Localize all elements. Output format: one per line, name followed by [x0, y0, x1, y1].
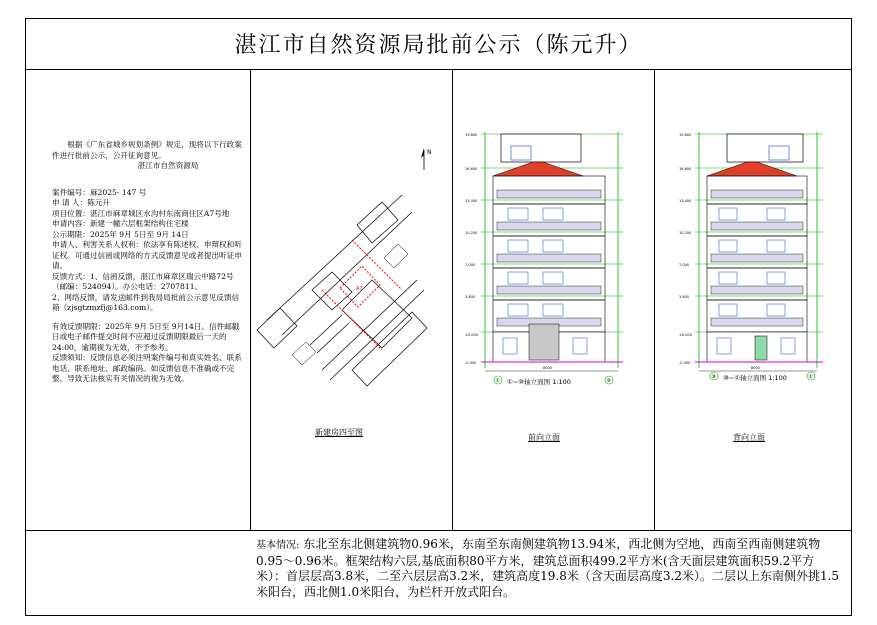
svg-text:19.800: 19.800: [679, 133, 692, 137]
front-axis-right: ⑩: [606, 378, 611, 384]
svg-text:-0.300: -0.300: [465, 361, 477, 365]
north-arrow: [421, 148, 432, 170]
front-caption: 前向立面: [528, 433, 560, 442]
basic-info-text: 东北至东北侧建筑物0.96米，东南至东南侧建筑物13.94米，西北侧为空地，西南至西南侧建筑物0.95～0.96米。框架结构六层,基底面积80平方米，建筑总面积499.2平方米(含天面层建筑面积59.2平方米）：首层层高3.8米，二至六层层高3.2米，建筑高度19.8米（含天面层高度3.2米）。二层以上东南侧外挑1.5米阳台，西北侧1.0米阳台，为栏杆开放式阳台。: [256, 537, 840, 599]
svg-text:19.800: 19.800: [465, 133, 478, 137]
feedback-mail: 反馈方式：1、信函反馈，湛江市麻章区瑞云中路72号（邮编：524094）。办公电话：2707811。: [52, 271, 234, 291]
svg-text:7.000: 7.000: [679, 263, 690, 267]
front-axis-left: ①: [495, 378, 500, 384]
back-elevation: [677, 128, 837, 388]
divider: [452, 70, 453, 530]
svg-text:±0.000: ±0.000: [465, 333, 478, 337]
divider: [654, 70, 655, 530]
svg-text:3.800: 3.800: [465, 295, 476, 299]
valid-period: 有效反馈期限：2025年 9月 5日至 9月14日。信件邮戳日或电子邮件提交时间不应超过反馈期限最后一天的24:00，逾期视为无效，不予参考。: [52, 321, 240, 352]
svg-text:10.200: 10.200: [465, 231, 478, 235]
front-elevation: [463, 128, 633, 388]
svg-text:13.400: 13.400: [465, 199, 478, 203]
back-floors: [707, 176, 807, 332]
front-axis-title: ①~⑩轴立面图 1:100: [507, 378, 571, 386]
basic-info-label: 基本情况:: [256, 540, 300, 551]
back-axis-title: ⑩~①轴立面图 1:100: [723, 374, 787, 382]
back-axis-right: ①: [808, 374, 813, 380]
publicity-period: 公示期限：2025年 9月 5日至 9月 14日: [52, 229, 189, 239]
lot-label: A7: [356, 286, 363, 292]
back-caption: 背向立面: [733, 433, 765, 442]
svg-text:16.600: 16.600: [679, 167, 692, 171]
height-labels: [679, 133, 692, 365]
party-rights: 申请人、利害关系人权利：依法享有陈述权、申辩权和听证权。可通过信函或网络的方式反馈意见或者提出听证申请。: [52, 240, 242, 270]
notice-intro: 根据《广东省城乡规划条例》规定，现将以下行政案件进行批前公示，公开征询意见。: [52, 140, 242, 160]
applicant: 申 请 人：陈元升: [52, 198, 110, 207]
front-floors: [493, 176, 605, 332]
case-number: 案件编号：麻2025- 147 号: [52, 187, 147, 197]
divider: [25, 530, 852, 531]
svg-text:13.400: 13.400: [679, 199, 692, 203]
svg-text:16.600: 16.600: [465, 167, 478, 171]
basic-info: [256, 537, 844, 600]
svg-text:3.800: 3.800: [679, 295, 690, 299]
site-plan: [252, 140, 452, 440]
feedback-note: 反馈须知：反馈信息必须注明案件编号和真实姓名、联系电话、联系地址、邮政编码。如反馈信息不准确或不完整，导致无法核实有关情况的视为无效。: [52, 353, 242, 383]
project-location: 项目位置：湛江市麻章城区水沟村东南商住区A7号地: [52, 208, 230, 218]
notice-issuer: 湛江市自然资源局: [137, 161, 199, 170]
plan-caption: 新建房四至图: [315, 428, 363, 437]
back-axis-left: ⑩: [711, 374, 716, 380]
back-width-dim: 8000: [751, 366, 760, 370]
feedback-email: 2、网络反馈，请发送邮件到我局局批前公示意见反馈信箱（zjsgtzmzfj@163.com）。: [52, 292, 240, 312]
svg-text:±0.000: ±0.000: [679, 333, 692, 337]
north-icon: N: [427, 149, 432, 156]
divider: [250, 70, 251, 530]
front-width-dim: 8000: [543, 366, 552, 370]
height-labels: [465, 133, 478, 365]
svg-text:-0.300: -0.300: [679, 361, 691, 365]
notice-panel: [52, 140, 244, 385]
svg-text:10.200: 10.200: [679, 231, 692, 235]
svg-text:7.000: 7.000: [465, 263, 476, 267]
page-title: 湛江市自然资源局批前公示（陈元升）: [25, 18, 852, 70]
application-content: 申请内容：新建一幢六层框架结构住宅楼: [52, 219, 189, 228]
